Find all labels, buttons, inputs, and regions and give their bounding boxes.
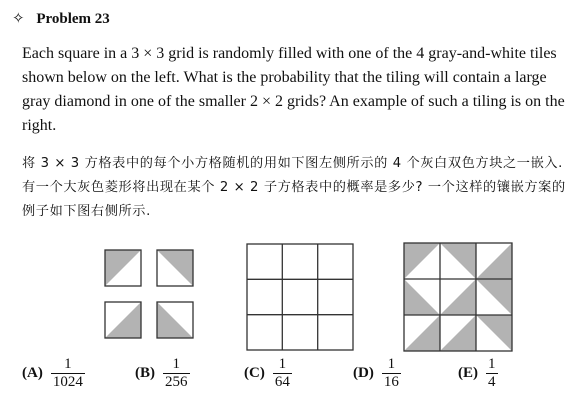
numerator: 1 — [64, 356, 72, 372]
choice-fraction — [51, 356, 85, 391]
choice-fraction — [163, 356, 190, 391]
numerator: 1 — [172, 356, 180, 372]
choice-label: (A) — [22, 365, 43, 381]
problem-text-en: Each square in a 3 × 3 grid is randomly filled with one of the 4 gray-and-white tiles shown below on the left. What is the probability that the tiling will contain a large gray diamond in one of the smaller 2 × 2 grids? An example of such a tiling is on the right. — [22, 45, 565, 134]
choice-fraction — [486, 356, 498, 391]
choice-c[interactable] — [244, 356, 292, 391]
tile-1 — [105, 250, 141, 286]
choice-label: (D) — [353, 365, 374, 381]
choice-label: (E) — [458, 365, 478, 381]
tile-set-figure — [104, 249, 194, 339]
choice-fraction — [382, 356, 401, 391]
choice-e[interactable] — [458, 356, 498, 391]
problem-title: Problem 23 — [36, 11, 110, 27]
numerator: 1 — [488, 356, 496, 372]
tile-3 — [105, 302, 141, 338]
choice-a[interactable] — [22, 356, 85, 391]
choice-b[interactable] — [135, 356, 190, 391]
numerator: 1 — [278, 356, 287, 372]
denominator: 4 — [488, 374, 496, 390]
choice-label: (B) — [135, 365, 155, 381]
tile-4 — [157, 302, 193, 338]
example-tiling-figure — [403, 242, 513, 352]
denominator: 16 — [383, 374, 399, 390]
problem-header — [12, 9, 110, 28]
denominator: 64 — [274, 374, 290, 390]
tile-2 — [157, 250, 193, 286]
denominator: 1024 — [52, 374, 83, 390]
problem-text-zh: 将 3 × 3 方格表中的每个小方格随机的用如下图左侧所示的 4 个灰白双色方块之一嵌入. 有一个大灰色菱形将出现在某个 2 × 2 子方格表中的概率是多少? 一个这样的镶嵌方案的例子如下图右侧所示. — [22, 156, 566, 219]
denominator: 256 — [165, 374, 188, 390]
empty-grid-figure — [246, 243, 354, 351]
star-icon: ✧ — [12, 11, 25, 27]
choice-d[interactable] — [353, 356, 401, 391]
choice-label: (C) — [244, 365, 265, 381]
choice-fraction — [273, 356, 292, 391]
numerator: 1 — [387, 356, 396, 372]
